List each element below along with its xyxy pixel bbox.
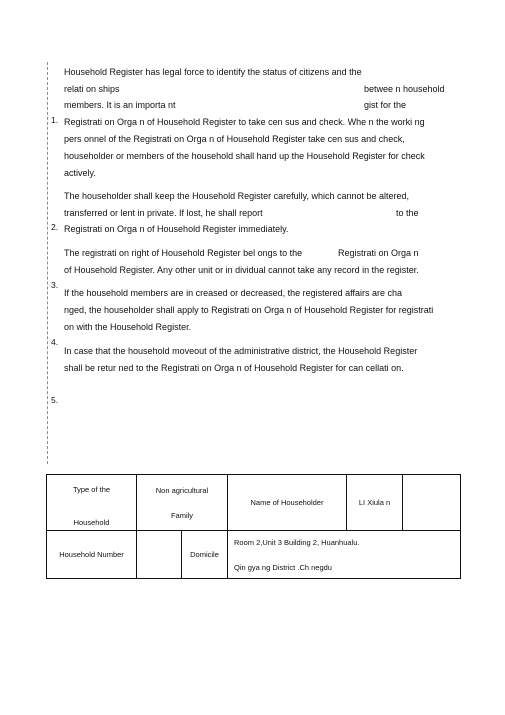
household-type-value-line-1: Non agricultural <box>155 485 209 495</box>
text-line: to the <box>396 208 419 218</box>
household-type-value-cell <box>137 475 228 531</box>
householder-name-label: Name of Householder <box>228 475 347 531</box>
item-number-3: 3. <box>51 280 59 290</box>
text-line: Registrati on Orga n <box>338 248 419 258</box>
text-line: The householder shall keep the Household Register carefully, which cannot be altered, <box>64 191 410 201</box>
text-line: actively. <box>64 168 96 178</box>
householder-name-value: LI Xiula n <box>347 475 403 531</box>
text-line: In case that the household moveout of the administrative district, the Household Register <box>64 346 418 356</box>
item-number-4: 4. <box>51 337 59 347</box>
household-type-label-line-2: Household <box>73 517 110 527</box>
household-type-label-line-1: Type of the <box>72 484 111 494</box>
item-number-1: 1. <box>51 115 59 125</box>
item-number-5: 5. <box>51 395 59 405</box>
household-number-label: Household Number <box>47 531 137 579</box>
text-line: Registrati on Orga n of Household Register immediately. <box>64 224 289 234</box>
text-line: of Household Register. Any other unit or in dividual cannot take any record in the register. <box>64 265 419 275</box>
text-line: Registrati on Orga n of Household Register to take cen sus and check. Whe n the worki ng <box>64 117 425 127</box>
text-line: relati on ships <box>64 84 120 94</box>
text-line: If the household members are in creased or decreased, the registered affairs are cha <box>64 288 403 298</box>
domicile-label: Domicile <box>182 531 228 579</box>
text-line: pers onnel of the Registrati on Orga n of Household Register take cen sus and check, <box>64 134 405 144</box>
binding-margin-line <box>47 62 48 464</box>
text-line: on with the Household Register. <box>64 322 192 332</box>
text-line: shall be retur ned to the Registrati on Orga n of Household Register for can cellati on. <box>64 363 404 373</box>
household-type-value-line-2: Family <box>170 510 194 520</box>
text-line: nged, the householder shall apply to Registrati on Orga n of Household Register for registrati <box>64 305 434 315</box>
domicile-value-cell <box>228 531 461 579</box>
empty-cell <box>403 475 461 531</box>
domicile-line-2: Qin gya ng District .Ch negdu <box>234 562 332 572</box>
text-line: The registrati on right of Household Register bel ongs to the <box>64 248 303 258</box>
household-number-value <box>137 531 182 579</box>
text-line: transferred or lent in private. If lost, he shall report <box>64 208 263 218</box>
household-type-label-cell <box>47 475 137 531</box>
text-line: members. It is an importa nt <box>64 100 176 110</box>
text-line: gist for the <box>364 100 407 110</box>
item-number-2: 2. <box>51 222 59 232</box>
household-info-table <box>46 474 461 579</box>
text-line: Household Register has legal force to identify the status of citizens and the <box>64 67 362 77</box>
text-line: betwee n household <box>364 84 445 94</box>
domicile-line-1: Room 2,Unit 3 Building 2, Huanhualu. <box>234 537 360 547</box>
text-line: householder or members of the household shall hand up the Household Register for check <box>64 151 425 161</box>
